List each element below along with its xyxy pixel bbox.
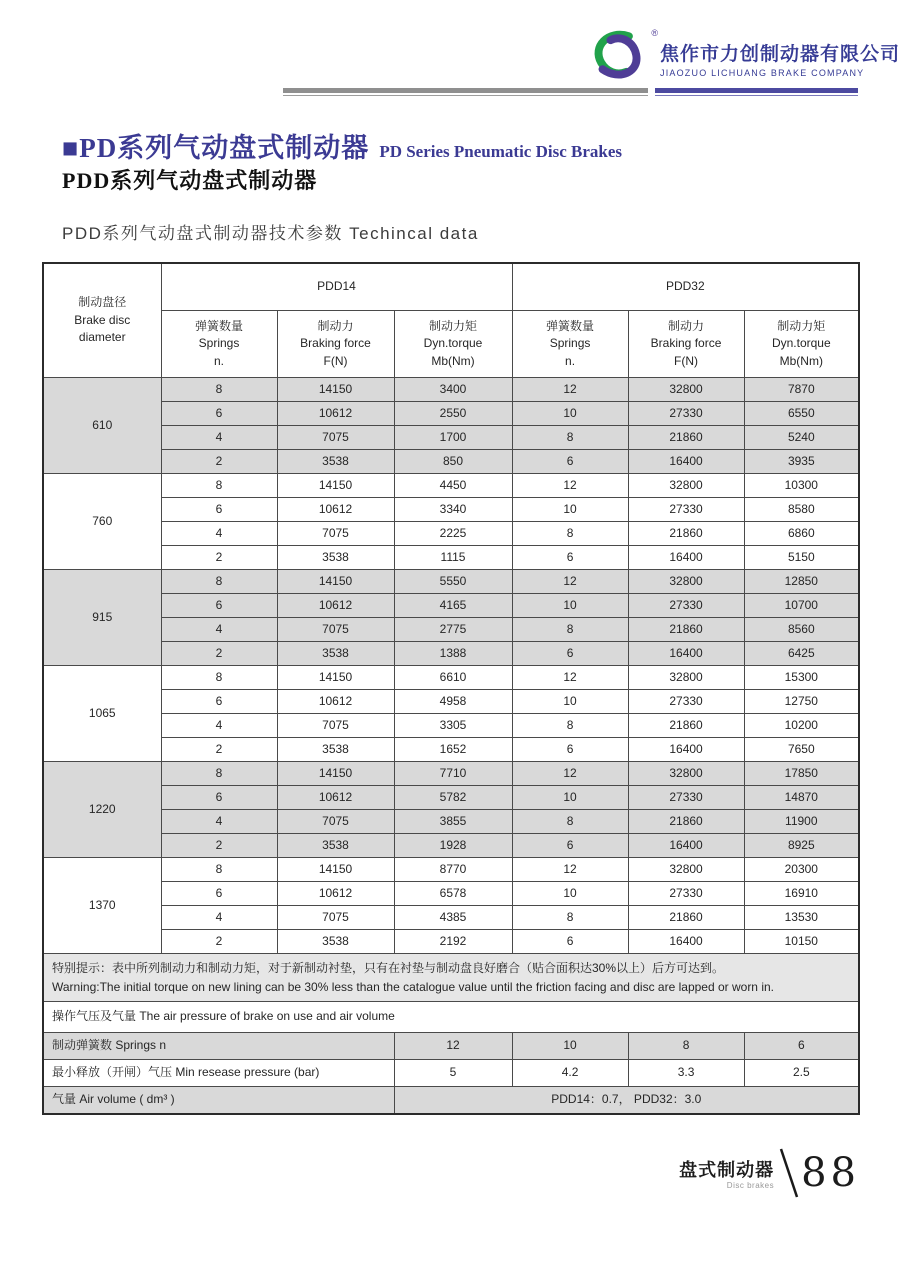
table-row	[43, 882, 859, 906]
data-cell: 5550	[394, 570, 512, 594]
logo-swirl-icon	[588, 28, 654, 88]
data-cell: 14150	[277, 378, 394, 402]
data-cell: 4	[161, 714, 277, 738]
data-cell: 2550	[394, 402, 512, 426]
col-header-en: Springs	[549, 336, 591, 351]
data-cell: 27330	[628, 402, 744, 426]
col-header-unit: Mb(Nm)	[431, 353, 475, 368]
diameter-header-cell	[43, 263, 161, 378]
data-cell: 3538	[277, 642, 394, 666]
springs-count-row	[43, 1032, 859, 1059]
data-cell: 8	[512, 426, 628, 450]
data-cell: 12850	[744, 570, 859, 594]
data-cell: 3538	[277, 930, 394, 954]
table-row	[43, 930, 859, 954]
data-cell: 16400	[628, 834, 744, 858]
data-cell: 7710	[394, 762, 512, 786]
col-header-springs-pdd14	[161, 311, 277, 378]
table-row	[43, 906, 859, 930]
data-cell: 10	[512, 690, 628, 714]
table-notes-body	[43, 954, 859, 1114]
footer-label	[679, 1156, 774, 1190]
col-header-force-pdd14	[277, 311, 394, 378]
table-row	[43, 378, 859, 402]
data-cell: 2775	[394, 618, 512, 642]
data-cell: 21860	[628, 714, 744, 738]
data-cell: 2192	[394, 930, 512, 954]
data-cell: 10612	[277, 690, 394, 714]
data-cell: 4450	[394, 474, 512, 498]
data-cell: 10612	[277, 594, 394, 618]
data-cell: 10200	[744, 714, 859, 738]
data-cell: 6	[512, 642, 628, 666]
special-note-cn: 特别提示：表中所列制动力和制动力矩，对于新制动衬垫，只有在衬垫与制动盘良好磨合（贴合面积达30%以上）后方可达到。	[52, 961, 725, 975]
col-header-cn: 制动力	[668, 318, 705, 333]
col-header-cn: 制动力	[317, 318, 354, 333]
data-cell: 8	[512, 906, 628, 930]
data-cell: 7075	[277, 618, 394, 642]
table-row	[43, 522, 859, 546]
data-cell: 11900	[744, 810, 859, 834]
model-header-row	[43, 263, 859, 311]
data-cell: 27330	[628, 786, 744, 810]
data-cell: 12	[512, 474, 628, 498]
data-cell: 14150	[277, 474, 394, 498]
section-title: PDD系列气动盘式制动器技术参数 Techincal data	[62, 224, 479, 243]
springs-count-label: 制动弹簧数 Springs n	[43, 1032, 394, 1059]
min-release-pressure-label: 最小释放（开闸）气压 Min resease pressure (bar)	[43, 1059, 394, 1086]
data-cell: 2	[161, 930, 277, 954]
data-cell: 12	[512, 858, 628, 882]
data-cell: 14150	[277, 666, 394, 690]
data-cell: 10300	[744, 474, 859, 498]
company-logo	[588, 28, 900, 88]
data-cell: 3340	[394, 498, 512, 522]
data-cell: 14150	[277, 762, 394, 786]
col-header-torque-pdd14	[394, 311, 512, 378]
data-cell: 21860	[628, 810, 744, 834]
table-row	[43, 594, 859, 618]
data-cell: 2225	[394, 522, 512, 546]
min-release-pressure-value: 2.5	[744, 1059, 859, 1086]
col-header-en: Braking force	[300, 336, 371, 351]
col-header-force-pdd32	[628, 311, 744, 378]
brake-disc-diameter-cell: 915	[43, 570, 161, 666]
data-cell: 12	[512, 570, 628, 594]
data-cell: 3400	[394, 378, 512, 402]
data-cell: 7650	[744, 738, 859, 762]
col-header-en: Dyn.torque	[423, 336, 483, 351]
data-cell: 6	[161, 882, 277, 906]
min-release-pressure-value: 4.2	[512, 1059, 628, 1086]
diameter-header-cn: 制动盘径	[78, 295, 127, 310]
table-row	[43, 810, 859, 834]
data-cell: 10612	[277, 402, 394, 426]
special-note-cell	[43, 954, 859, 1002]
data-cell: 4	[161, 810, 277, 834]
column-header-row	[43, 311, 859, 378]
table-header	[43, 263, 859, 378]
col-header-unit: Mb(Nm)	[779, 353, 823, 368]
data-cell: 8	[512, 714, 628, 738]
data-cell: 14150	[277, 570, 394, 594]
col-header-springs-pdd32	[512, 311, 628, 378]
data-cell: 10	[512, 786, 628, 810]
table-row	[43, 618, 859, 642]
footer-label-cn: 盘式制动器	[679, 1160, 775, 1180]
data-cell: 6	[512, 546, 628, 570]
data-cell: 8	[512, 618, 628, 642]
table-row	[43, 570, 859, 594]
data-cell: 3538	[277, 738, 394, 762]
data-cell: 2	[161, 546, 277, 570]
data-cell: 1115	[394, 546, 512, 570]
diameter-header-en2: diameter	[78, 330, 126, 345]
data-cell: 6	[161, 786, 277, 810]
data-cell: 21860	[628, 618, 744, 642]
data-cell: 16400	[628, 450, 744, 474]
table-row	[43, 426, 859, 450]
air-volume-value: PDD14：0.7， PDD32：3.0	[394, 1086, 859, 1114]
data-cell: 6	[161, 690, 277, 714]
company-name-en: JIAOZUO LICHUANG BRAKE COMPANY	[660, 67, 865, 78]
series-title-en: PD Series Pneumatic Disc Brakes	[379, 142, 622, 161]
data-cell: 8580	[744, 498, 859, 522]
data-cell: 3855	[394, 810, 512, 834]
table-row	[43, 402, 859, 426]
data-cell: 27330	[628, 882, 744, 906]
data-cell: 10	[512, 402, 628, 426]
data-cell: 6	[161, 594, 277, 618]
data-cell: 32800	[628, 666, 744, 690]
model-header-pdd14: PDD14	[161, 263, 512, 311]
min-release-pressure-row	[43, 1059, 859, 1086]
col-header-cn: 弹簧数量	[194, 318, 243, 333]
data-cell: 10700	[744, 594, 859, 618]
data-cell: 850	[394, 450, 512, 474]
data-cell: 16400	[628, 930, 744, 954]
table-row	[43, 738, 859, 762]
diameter-header-en1: Brake disc	[74, 312, 131, 327]
company-logo-icon	[588, 28, 658, 88]
table-row	[43, 786, 859, 810]
data-cell: 4	[161, 426, 277, 450]
table-row	[43, 498, 859, 522]
data-cell: 4	[161, 618, 277, 642]
data-cell: 8925	[744, 834, 859, 858]
divider-bar-gray	[283, 88, 648, 93]
col-header-en: Springs	[198, 336, 240, 351]
brake-disc-diameter-cell: 610	[43, 378, 161, 474]
special-note-row	[43, 954, 859, 1002]
tech-table-body	[43, 378, 859, 954]
series-title-cn: ■PD系列气动盘式制动器	[62, 133, 370, 163]
data-cell: 14870	[744, 786, 859, 810]
col-header-unit: n.	[213, 353, 224, 368]
data-cell: 8	[512, 522, 628, 546]
brake-disc-diameter-cell: 1065	[43, 666, 161, 762]
divider-bar-gray-underline	[283, 95, 648, 96]
table-row	[43, 858, 859, 882]
data-cell: 12750	[744, 690, 859, 714]
table-row	[43, 834, 859, 858]
data-cell: 6	[512, 834, 628, 858]
data-cell: 7075	[277, 906, 394, 930]
series-title	[62, 126, 622, 165]
air-volume-row	[43, 1086, 859, 1114]
data-cell: 8	[161, 762, 277, 786]
data-cell: 8560	[744, 618, 859, 642]
data-cell: 8	[161, 474, 277, 498]
min-release-pressure-value: 5	[394, 1059, 512, 1086]
data-cell: 3305	[394, 714, 512, 738]
divider-bar-purple-underline	[655, 95, 858, 96]
data-cell: 1928	[394, 834, 512, 858]
data-cell: 3538	[277, 546, 394, 570]
table-row	[43, 714, 859, 738]
data-cell: 2	[161, 738, 277, 762]
data-cell: 1700	[394, 426, 512, 450]
data-cell: 3538	[277, 450, 394, 474]
col-header-unit: F(N)	[674, 353, 699, 368]
data-cell: 7075	[277, 810, 394, 834]
footer-label-en: Disc brakes	[726, 1181, 775, 1190]
data-cell: 5240	[744, 426, 859, 450]
data-cell: 8	[161, 570, 277, 594]
data-cell: 32800	[628, 474, 744, 498]
data-cell: 16400	[628, 738, 744, 762]
data-cell: 32800	[628, 858, 744, 882]
data-cell: 10	[512, 498, 628, 522]
springs-count-value: 6	[744, 1032, 859, 1059]
data-cell: 17850	[744, 762, 859, 786]
data-cell: 7870	[744, 378, 859, 402]
col-header-torque-pdd32	[744, 311, 859, 378]
data-cell: 10612	[277, 882, 394, 906]
data-cell: 6	[161, 402, 277, 426]
data-cell: 20300	[744, 858, 859, 882]
data-cell: 27330	[628, 690, 744, 714]
data-cell: 5782	[394, 786, 512, 810]
page-footer	[560, 1147, 860, 1199]
springs-count-value: 8	[628, 1032, 744, 1059]
data-cell: 4	[161, 906, 277, 930]
data-cell: 1652	[394, 738, 512, 762]
data-cell: 1388	[394, 642, 512, 666]
data-cell: 21860	[628, 906, 744, 930]
special-note-en: Warning:The initial torque on new lining can be 30% less than the catalogue value until the friction facing and disc are lapped or worn in.	[52, 979, 774, 994]
company-name-cn: 焦作市力创制动器有限公司	[660, 43, 900, 65]
data-cell: 27330	[628, 594, 744, 618]
data-cell: 4385	[394, 906, 512, 930]
col-header-unit: n.	[565, 353, 576, 368]
table-row	[43, 666, 859, 690]
data-cell: 6610	[394, 666, 512, 690]
model-header-pdd32: PDD32	[512, 263, 859, 311]
data-cell: 12	[512, 666, 628, 690]
model-title: PDD系列气动盘式制动器	[62, 168, 318, 193]
col-header-cn: 制动力矩	[429, 318, 478, 333]
data-cell: 2	[161, 450, 277, 474]
brake-disc-diameter-cell: 1370	[43, 858, 161, 954]
col-header-cn: 弹簧数量	[546, 318, 595, 333]
springs-count-value: 12	[394, 1032, 512, 1059]
data-cell: 2	[161, 834, 277, 858]
pressure-section-title: 操作气压及气量 The air pressure of brake on use and air volume	[43, 1002, 859, 1032]
data-cell: 4	[161, 522, 277, 546]
table-row	[43, 546, 859, 570]
data-cell: 6578	[394, 882, 512, 906]
brake-disc-diameter-cell: 1220	[43, 762, 161, 858]
air-volume-label: 气量 Air volume ( dm³ )	[43, 1086, 394, 1114]
brake-disc-diameter-cell: 760	[43, 474, 161, 570]
data-cell: 6425	[744, 642, 859, 666]
data-cell: 16910	[744, 882, 859, 906]
data-cell: 3935	[744, 450, 859, 474]
col-header-en: Dyn.torque	[771, 336, 831, 351]
col-header-en: Braking force	[650, 336, 722, 351]
data-cell: 12	[512, 762, 628, 786]
min-release-pressure-value: 3.3	[628, 1059, 744, 1086]
data-cell: 8	[161, 378, 277, 402]
data-cell: 7075	[277, 426, 394, 450]
data-cell: 32800	[628, 378, 744, 402]
technical-data-table	[42, 262, 860, 1115]
data-cell: 7075	[277, 714, 394, 738]
data-cell: 6550	[744, 402, 859, 426]
footer-slash-icon	[778, 1147, 800, 1199]
data-cell: 15300	[744, 666, 859, 690]
data-cell: 8770	[394, 858, 512, 882]
table-row	[43, 474, 859, 498]
registered-mark: ®	[651, 28, 658, 38]
data-cell: 13530	[744, 906, 859, 930]
table-row	[43, 762, 859, 786]
col-header-cn: 制动力矩	[777, 318, 826, 333]
col-header-unit: F(N)	[323, 353, 348, 368]
data-cell: 3538	[277, 834, 394, 858]
data-cell: 10	[512, 594, 628, 618]
data-cell: 8	[512, 810, 628, 834]
data-cell: 21860	[628, 522, 744, 546]
table-row	[43, 450, 859, 474]
data-cell: 10612	[277, 786, 394, 810]
data-cell: 6	[512, 450, 628, 474]
data-cell: 10	[512, 882, 628, 906]
data-cell: 4958	[394, 690, 512, 714]
data-cell: 2	[161, 642, 277, 666]
data-cell: 8	[161, 666, 277, 690]
data-cell: 10612	[277, 498, 394, 522]
pressure-section-row	[43, 1002, 859, 1032]
company-name	[660, 39, 900, 78]
data-cell: 6	[512, 738, 628, 762]
springs-count-value: 10	[512, 1032, 628, 1059]
data-cell: 32800	[628, 762, 744, 786]
table-row	[43, 642, 859, 666]
page-number: 88	[801, 1150, 860, 1196]
data-cell: 14150	[277, 858, 394, 882]
data-cell: 4165	[394, 594, 512, 618]
data-cell: 16400	[628, 546, 744, 570]
data-cell: 7075	[277, 522, 394, 546]
data-cell: 27330	[628, 498, 744, 522]
table-row	[43, 690, 859, 714]
data-cell: 16400	[628, 642, 744, 666]
data-cell: 6	[512, 930, 628, 954]
data-cell: 8	[161, 858, 277, 882]
data-cell: 12	[512, 378, 628, 402]
data-cell: 32800	[628, 570, 744, 594]
data-cell: 6860	[744, 522, 859, 546]
data-cell: 5150	[744, 546, 859, 570]
data-cell: 21860	[628, 426, 744, 450]
data-cell: 6	[161, 498, 277, 522]
divider-bar-purple	[655, 88, 858, 93]
data-cell: 10150	[744, 930, 859, 954]
